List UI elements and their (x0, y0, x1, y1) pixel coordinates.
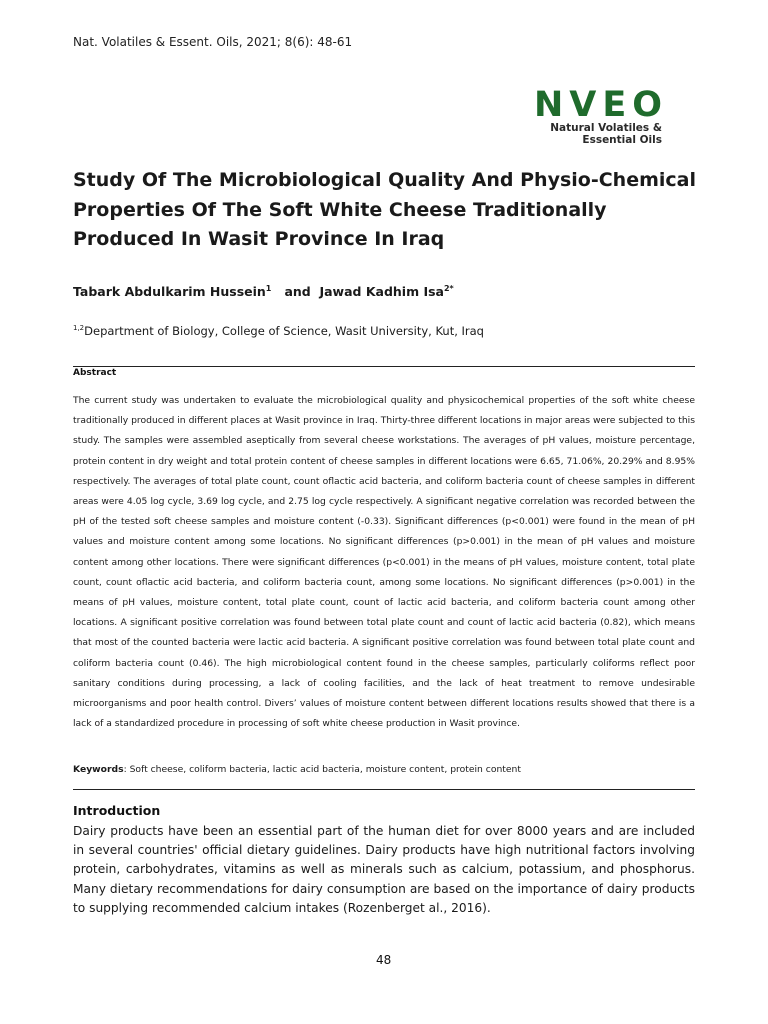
journal-reference: Nat. Volatiles & Essent. Oils, 2021; 8(6): 48-61 (73, 35, 353, 49)
abstract-top-divider (73, 366, 695, 367)
page-number: 48 (376, 953, 392, 967)
author-affiliation-marker: 1 (265, 284, 272, 293)
author-name: Jawad Kadhim Isa (319, 284, 444, 300)
keywords-label: Keywords (73, 764, 124, 775)
author-conjunction: and (284, 284, 311, 300)
logo-subtitle-line2: Essential Oils (582, 134, 662, 146)
author-name: Tabark Abdulkarim Hussein (73, 284, 266, 300)
keywords (73, 764, 521, 775)
abstract-body: The current study was undertaken to evaluate the microbiological quality and physicochemical properties of the soft white cheese traditionally produced in different places at Wasit province in Iraq. Thirty-three different locations in major areas were subjected to this study. The samples were assembled aseptically from several cheese workstations. The averages of pH values, moisture percentage, protein content in dry weight and total protein content of cheese samples in different locations were 6.65, 71.06%, 20.29% and 8.95% respectively. The averages of total plate count, count oflactic acid bacteria, and coliform bacteria count of cheese samples in different areas were 4.05 log cycle, 3.69 log cycle, and 2.75 log cycle respectively. A significant negative correlation was recorded between the pH of the tested soft cheese samples and moisture content (-0.33). Significant differences (p<0.001) were found in the mean of pH values and moisture content among some locations. No significant differences (p>0.001) in the mean of pH values and moisture content among other locations. There were significant differences (p<0.001) in the means of pH values, moisture content, total plate count, count oflactic acid bacteria, and coliform bacteria count, among some locations. No significant differences (p>0.001) in the means of pH values, moisture content, total plate count, count of lactic acid bacteria, and coliform bacteria count among other locations. A significant positive correlation was found between total plate count and count of lactic acid bacteria (0.82), which means that most of the counted bacteria were lactic acid bacteria. A significant positive correlation was found between total plate count and coliform bacteria count (0.46). The high microbiological content found in the cheese samples, particularly coliforms reflect poor sanitary conditions during processing, a lack of cooling facilities, and the lack of heat treatment to remove undesirable microorganisms and poor health control. Divers’ values of moisture content between different locations results showed that there is a lack of a standardized procedure in processing of soft white cheese production in Wasit province. (73, 395, 695, 730)
abstract-bottom-divider (73, 789, 695, 790)
affiliation (73, 324, 484, 338)
logo-mark: NVEO (534, 85, 669, 125)
author-list (73, 284, 454, 299)
paper-title: Study Of The Microbiological Quality And Physio-Chemical Properties Of The Soft White Cheese Traditionally Produced In Wasit Province In Iraq (73, 169, 696, 250)
introduction-body: Dairy products have been an essential part of the human diet for over 8000 years and are included in several countries' official dietary guidelines. Dairy products have high nutritional factors involving protein, carbohydrates, vitamins as well as minerals such as calcium, potassium, and phosphorus. Many dietary recommendations for dairy consumption are based on the importance of dairy products to supplying recommended calcium intakes (Rozenberget al., 2016). (73, 824, 695, 915)
affiliation-text: Department of Biology, College of Science, Wasit University, Kut, Iraq (84, 324, 484, 338)
abstract-heading: Abstract (73, 368, 117, 378)
introduction-heading: Introduction (73, 803, 161, 818)
logo-subtitle-line1: Natural Volatiles & (550, 122, 662, 134)
affiliation-marker: 1,2 (73, 324, 85, 333)
keywords-text: : Soft cheese, coliform bacteria, lactic acid bacteria, moisture content, protein content (123, 764, 521, 775)
journal-logo (534, 85, 674, 146)
author-affiliation-marker: 2* (443, 284, 454, 293)
